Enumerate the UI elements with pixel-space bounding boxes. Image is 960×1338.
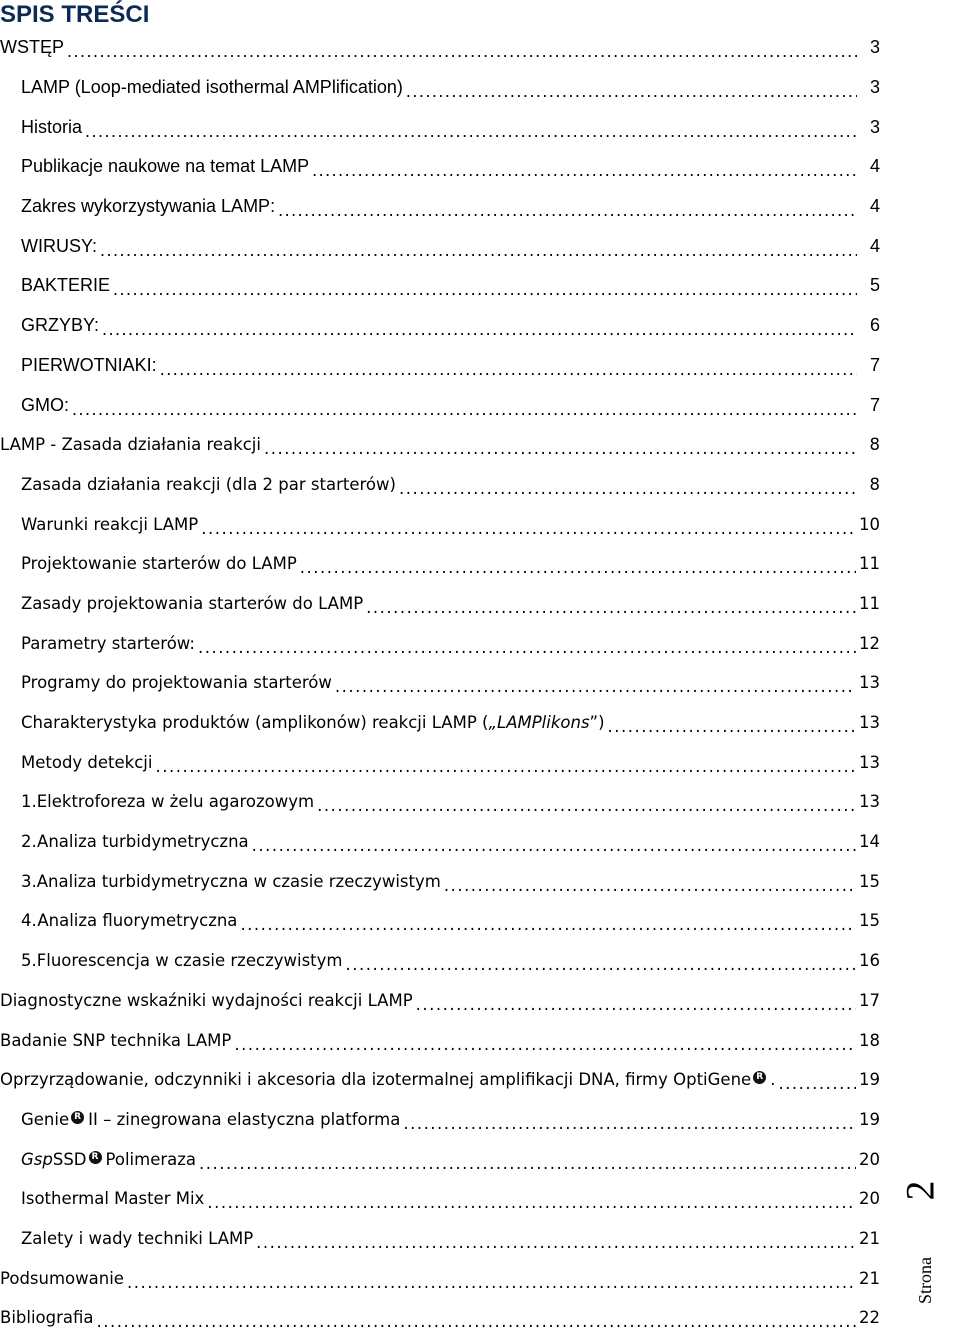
toc-dot-leader <box>198 638 856 657</box>
toc-entry[interactable] <box>0 1100 880 1140</box>
toc-entry-title <box>0 1308 94 1327</box>
footer-page-number: 2 <box>897 1180 943 1201</box>
toc-entry-page-number: 6 <box>869 315 880 336</box>
toc-dot-leader <box>317 796 856 815</box>
toc-entry[interactable] <box>0 1298 880 1338</box>
toc-dot-leader <box>416 995 856 1014</box>
toc-entry-number: 2. <box>21 832 37 852</box>
toc-entry-title-part: Zasada działania reakcji (dla 2 par starterów) <box>21 474 396 494</box>
toc-dot-leader <box>399 479 857 498</box>
toc-entry-title <box>0 1031 231 1050</box>
toc-entry-title-part: PIERWOTNIAKI: <box>21 354 157 375</box>
page-title: SPIS TREŚCI <box>0 1 150 28</box>
toc-entry-title-part: Parametry starterów: <box>21 633 195 653</box>
toc-entry-page-number: 17 <box>859 990 880 1010</box>
toc-entry[interactable] <box>0 861 880 901</box>
toc-entry[interactable] <box>0 504 880 544</box>
toc-entry-title <box>21 475 396 494</box>
toc-dot-leader <box>207 1193 856 1212</box>
toc-entry[interactable] <box>0 425 880 465</box>
toc-entry-title <box>21 753 152 772</box>
toc-entry[interactable] <box>0 147 880 187</box>
toc-dot-leader <box>312 160 857 181</box>
toc-entry-title-part: Zakres wykorzystywania LAMP: <box>21 196 276 217</box>
toc-entry[interactable] <box>0 623 880 663</box>
toc-dot-leader <box>102 319 857 340</box>
toc-entry[interactable] <box>0 1219 880 1259</box>
toc-entry[interactable] <box>0 1020 880 1060</box>
toc-entry-title-part: Bibliografia <box>0 1308 94 1328</box>
toc-entry-page-number: 11 <box>859 593 880 613</box>
toc-entry[interactable] <box>0 266 880 306</box>
toc-entry-title <box>21 554 297 573</box>
toc-dot-leader <box>345 955 856 974</box>
toc-entry[interactable] <box>0 584 880 624</box>
toc-entry-page-number: 8 <box>869 435 880 455</box>
toc-entry-page-number: 7 <box>869 394 880 415</box>
toc-entry-title-part: Analiza turbidymetryczna w czasie rzeczywistym <box>36 871 441 891</box>
toc-dot-leader <box>67 41 857 62</box>
toc-entry-page-number: 13 <box>859 792 880 812</box>
toc-entry-page-number: 3 <box>869 37 880 58</box>
toc-entry-title-part: WSTĘP <box>0 37 65 58</box>
toc-entry-page-number: 12 <box>859 633 880 653</box>
toc-entry-page-number: 5 <box>869 275 880 296</box>
toc-dot-leader <box>300 558 856 577</box>
toc-dot-leader <box>778 1074 856 1093</box>
toc-entry[interactable] <box>0 742 880 782</box>
toc-entry-title <box>0 1269 124 1288</box>
toc-entry[interactable] <box>0 703 880 743</box>
toc-entry-title <box>21 634 195 653</box>
toc-entry-title <box>21 395 69 416</box>
toc-entry-title <box>21 117 82 138</box>
toc-entry-title-part: Polimeraza <box>105 1149 197 1169</box>
toc-entry-title <box>0 435 261 454</box>
toc-entry-title <box>37 872 441 891</box>
toc-entry-title-part: SSD <box>52 1149 87 1169</box>
toc-entry-title <box>21 594 363 613</box>
toc-entry-number: 1. <box>21 792 37 812</box>
toc-dot-leader <box>608 717 856 736</box>
toc-entry-title-part: GRZYBY: <box>21 315 100 336</box>
toc-entry-title-part: LAMP (Loop-mediated isothermal AMPlification) <box>21 77 403 98</box>
toc-dot-leader <box>155 757 856 776</box>
toc-entry-page-number: 16 <box>859 951 880 971</box>
toc-entry[interactable] <box>0 782 880 822</box>
toc-entry-title <box>21 355 157 376</box>
toc-entry[interactable] <box>0 1179 880 1219</box>
toc-entry-page-number: 15 <box>859 911 880 931</box>
toc-dot-leader <box>199 1154 856 1173</box>
toc-entry-title-part: . <box>770 1070 776 1090</box>
toc-entry-title <box>0 37 64 58</box>
toc-entry-page-number: 7 <box>869 354 880 375</box>
toc-entry-title <box>21 515 198 534</box>
toc-entry-title-part: Zasady projektowania starterów do LAMP <box>21 593 364 613</box>
toc-entry-page-number: 15 <box>859 871 880 891</box>
toc-entry-title-part: GMO: <box>21 394 69 415</box>
toc-entry-page-number: 21 <box>859 1228 880 1248</box>
toc-dot-leader <box>278 200 857 221</box>
registered-trademark-icon: R <box>89 1151 102 1164</box>
toc-list <box>0 28 880 1338</box>
toc-entry-title-part: Isothermal Master Mix <box>21 1189 205 1209</box>
toc-entry-page-number: 13 <box>859 752 880 772</box>
toc-entry[interactable] <box>0 1060 880 1100</box>
toc-entry[interactable] <box>0 465 880 505</box>
toc-entry-title <box>21 77 403 98</box>
toc-entry[interactable] <box>0 28 880 68</box>
toc-dot-leader <box>444 876 856 895</box>
toc-entry-number: 4. <box>21 911 37 931</box>
toc-entry-title-part: „LAMPlikons <box>488 713 590 733</box>
toc-dot-leader <box>72 399 857 420</box>
toc-entry-title-part: Gsp <box>21 1149 53 1169</box>
toc-entry-page-number: 22 <box>859 1308 880 1328</box>
toc-entry-page-number: 19 <box>859 1109 880 1129</box>
toc-entry[interactable] <box>0 226 880 266</box>
toc-entry-title-part: Warunki reakcji LAMP <box>21 514 199 534</box>
toc-entry-title-part: WIRUSY: <box>21 235 98 256</box>
toc-entry-page-number: 18 <box>859 1030 880 1050</box>
toc-entry-title-part: LAMP - Zasada działania reakcji <box>0 435 261 455</box>
toc-entry-title-part: BAKTERIE <box>21 275 111 296</box>
toc-entry[interactable] <box>0 187 880 227</box>
toc-dot-leader <box>264 439 857 458</box>
toc-dot-leader <box>366 598 856 617</box>
toc-entry-number: 5. <box>21 951 37 971</box>
toc-dot-leader <box>100 240 857 261</box>
toc-entry-page-number: 4 <box>869 156 880 177</box>
footer-label: Strona <box>915 1257 935 1304</box>
toc-entry-title <box>21 315 99 336</box>
toc-entry-title <box>0 991 413 1010</box>
toc-entry[interactable] <box>0 822 880 862</box>
toc-dot-leader <box>256 1233 856 1252</box>
toc-entry[interactable] <box>0 346 880 386</box>
toc-entry-page-number: 4 <box>869 235 880 256</box>
toc-entry-page-number: 13 <box>859 673 880 693</box>
toc-dot-leader <box>335 677 856 696</box>
toc-entry-title <box>21 1110 400 1129</box>
toc-entry-title-part: Programy do projektowania starterów <box>21 673 332 693</box>
toc-entry-page-number: 13 <box>859 713 880 733</box>
registered-trademark-icon: R <box>753 1071 766 1084</box>
toc-dot-leader <box>201 519 856 538</box>
toc-entry[interactable] <box>0 385 880 425</box>
toc-entry-title <box>21 1150 196 1169</box>
toc-entry-page-number: 10 <box>859 514 880 534</box>
toc-entry-title <box>37 911 237 930</box>
toc-entry-title <box>21 196 275 217</box>
toc-entry-title-part: Charakterystyka produktów (amplikonów) reakcji LAMP ( <box>21 713 489 733</box>
toc-entry-title <box>37 951 343 970</box>
toc-entry-title-part: Diagnostyczne wskaźniki wydajności reakcji LAMP <box>0 990 413 1010</box>
toc-entry-title <box>21 156 309 177</box>
toc-entry[interactable] <box>0 107 880 147</box>
toc-dot-leader <box>127 1273 856 1292</box>
toc-entry-title-part: Publikacje naukowe na temat LAMP <box>21 156 310 177</box>
toc-entry-page-number: 4 <box>869 196 880 217</box>
toc-entry-page-number: 19 <box>859 1070 880 1090</box>
toc-entry-page-number: 20 <box>859 1189 880 1209</box>
toc-entry[interactable] <box>0 1258 880 1298</box>
toc-entry[interactable] <box>0 981 880 1021</box>
toc-entry-page-number: 3 <box>869 116 880 137</box>
toc-entry-title-part: Analiza turbidymetryczna <box>37 832 249 852</box>
toc-entry-title-part: Projektowanie starterów do LAMP <box>21 554 297 574</box>
toc-dot-leader <box>97 1312 856 1331</box>
toc-dot-leader <box>406 81 857 102</box>
toc-entry-title-part: Fluorescencja w czasie rzeczywistym <box>36 951 343 971</box>
toc-entry-title <box>37 832 249 851</box>
page-footer <box>897 1180 954 1325</box>
toc-entry[interactable] <box>0 1139 880 1179</box>
toc-dot-leader <box>160 359 857 380</box>
toc-entry[interactable] <box>0 306 880 346</box>
toc-dot-leader <box>85 121 857 142</box>
toc-entry-page-number: 11 <box>859 554 880 574</box>
toc-entry-title <box>21 713 605 732</box>
toc-entry-title-part: Genie <box>21 1109 70 1129</box>
toc-entry-title-part: Badanie SNP technika LAMP <box>0 1030 232 1050</box>
toc-entry-title-part: Oprzyrządowanie, odczynniki i akcesoria dla izotermalnej amplifikacji DNA, firmy OptiGene <box>0 1070 752 1090</box>
registered-trademark-icon: R <box>71 1111 84 1124</box>
toc-dot-leader <box>252 836 856 855</box>
toc-entry-title-part: II – zinegrowana elastyczna platforma <box>88 1109 401 1129</box>
toc-entry-title <box>21 275 110 296</box>
toc-entry-page-number: 3 <box>869 77 880 98</box>
toc-entry[interactable] <box>0 544 880 584</box>
toc-entry-title-part: Analiza fluorymetryczna <box>37 911 238 931</box>
toc-entry-title-part: Historia <box>21 116 83 137</box>
toc-entry-title-part: ”) <box>589 713 605 733</box>
toc-entry-title-part: Elektroforeza w żelu agarozowym <box>36 792 315 812</box>
toc-entry-title <box>37 792 314 811</box>
toc-entry-page-number: 20 <box>859 1149 880 1169</box>
toc-dot-leader <box>240 915 856 934</box>
toc-entry[interactable] <box>0 68 880 108</box>
toc-entry[interactable] <box>0 663 880 703</box>
toc-entry-title <box>21 1229 253 1248</box>
toc-entry-page-number: 14 <box>859 832 880 852</box>
toc-entry-title <box>21 236 97 257</box>
toc-entry-title-part: Podsumowanie <box>0 1268 124 1288</box>
toc-entry-title <box>0 1070 775 1089</box>
toc-entry[interactable] <box>0 901 880 941</box>
toc-entry-title <box>21 1189 204 1208</box>
toc-entry-page-number: 21 <box>859 1268 880 1288</box>
toc-entry-title <box>21 673 332 692</box>
toc-entry-title-part: Zalety i wady techniki LAMP <box>21 1228 254 1248</box>
toc-dot-leader <box>234 1035 856 1054</box>
toc-entry-page-number: 8 <box>869 474 880 494</box>
toc-entry-title-part: Metody detekcji <box>21 752 153 772</box>
toc-entry-number: 3. <box>21 871 37 891</box>
toc-dot-leader <box>403 1114 856 1133</box>
toc-dot-leader <box>113 279 857 300</box>
toc-entry[interactable] <box>0 941 880 981</box>
